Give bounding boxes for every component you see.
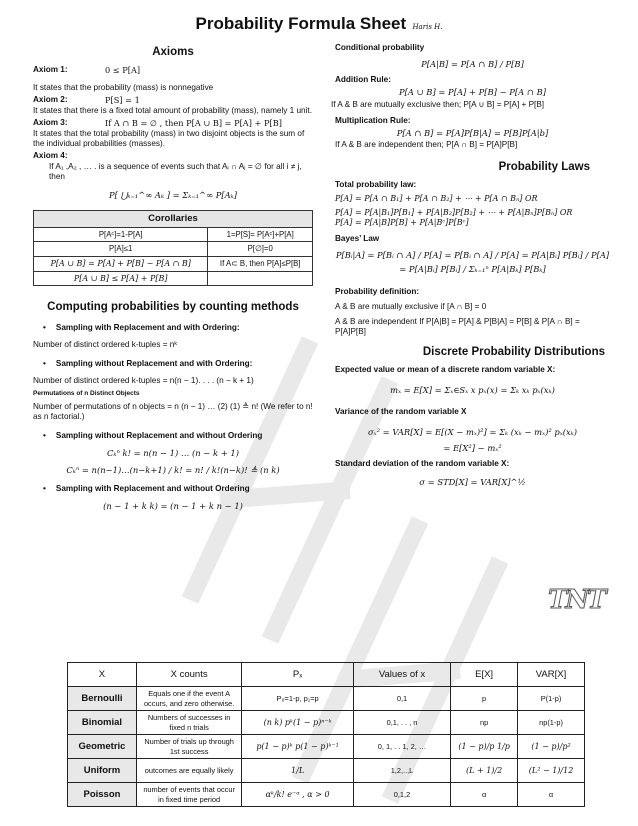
page-title: Probability Formula Sheet <box>195 14 407 33</box>
axiom-4-label: Axiom 4: <box>33 151 68 161</box>
dist-expected: (1 − p)/p 1/p <box>451 735 518 759</box>
table-row <box>68 735 585 759</box>
bayes-eq-2: = P[A|Bᵢ] P[Bᵢ] / Σₖ₌₁ⁿ P[A|Bₖ] P[Bₖ] <box>399 264 546 275</box>
axiom-2-text: It states that there is a fixed total amount of probability (mass), namely 1 unit. <box>33 106 312 116</box>
counting-text: Number of distinct ordered k-tuples = nᵏ <box>33 340 178 350</box>
page-header <box>0 14 638 35</box>
definition-text-2: A & B are independent If P[A|B] = P[A] & P[B|A] = P[B] & P[A ∩ B] = P[A]P[B] <box>335 316 580 336</box>
table-row <box>68 711 585 735</box>
axiom-1-formula: 0 ≤ P[A] <box>105 65 141 76</box>
definition-heading: Probability definition: <box>335 286 420 296</box>
bullet-icon: • <box>43 323 46 333</box>
dist-values: 0,1, . . , n <box>353 711 450 735</box>
total-law-eq-1: P[A] = P[A ∩ B₁] + P[A ∩ B₂] + ⋯ + P[A ∩ Bₙ] OR <box>335 193 538 203</box>
dist-counts: number of events that occur in fixed time period <box>136 783 241 807</box>
bullet-label: Sampling with Replacement and without Ordering <box>55 483 250 493</box>
variance-eq-1: σₓ² = VAR[X] = E[(X − mₓ)²] = Σₖ (xₖ − mₓ)² pₓ(xₖ) <box>367 426 578 437</box>
axiom-3-text: It states that the total probability (mass) in two disjoint objects is the sum of the individual probabilities (masses). <box>33 129 305 149</box>
discrete-heading: Discrete Probability Distributions <box>422 345 605 358</box>
dist-counts: Number of trials up through 1st success <box>136 735 241 759</box>
permutations-heading: Permutations of n Distinct Objects <box>33 390 140 398</box>
multiplication-text: If A & B are independent then; P[A ∩ B] = P[A]P[B] <box>335 139 518 149</box>
table-row <box>68 759 585 783</box>
column-header: X counts <box>136 663 241 687</box>
dist-counts: outcomes are equally likely <box>136 759 241 783</box>
dist-values: 0,1,2 <box>353 783 450 807</box>
bullet-icon: • <box>43 483 46 493</box>
corollaries-heading: Corollaries <box>34 211 313 228</box>
bayes-eq-1: P[Bᵢ|A] = P[Bᵢ ∩ A] / P[A] = P[Bᵢ ∩ A] / P[A] = P[A|Bᵢ] P[Bᵢ] / P[A] <box>335 250 610 261</box>
dist-expected: p <box>451 687 518 711</box>
multiplication-heading: Multiplication Rule: <box>335 115 411 125</box>
corollary-cell: P[A]≤1 <box>34 242 208 257</box>
table-row <box>34 256 313 271</box>
bullet-icon: • <box>43 431 46 441</box>
addition-text: If A & B are mutually exclusive then; P[A ∪ B] = P[A] + P[B] <box>331 99 545 109</box>
dist-variance: (1 − p)/p² <box>518 735 585 759</box>
multiplication-eq: P[A ∩ B] = P[A]P[B|A] = P[B]P[A|b] <box>396 127 549 138</box>
corollary-cell: 1=P[S]= P[Aᶜ]+P[A] <box>208 227 313 242</box>
dist-name: Uniform <box>68 759 137 783</box>
axiom-3 <box>33 118 313 128</box>
tnt-logo: TNT <box>548 585 605 615</box>
axiom-1-text: It states that the probability (mass) is nonnegative <box>33 83 214 93</box>
bullet-label: Sampling without Replacement and without Ordering <box>55 431 263 441</box>
table-row <box>68 783 585 807</box>
column-header: VAR[X] <box>518 663 585 687</box>
table-row <box>68 687 585 711</box>
table-row <box>34 242 313 257</box>
dist-expected: (L + 1)/2 <box>451 759 518 783</box>
dist-name: Binomial <box>68 711 137 735</box>
axiom-1-label: Axiom 1: <box>33 65 68 75</box>
counting-heading: Computing probabilities by counting methods <box>47 301 299 314</box>
expected-heading: Expected value or mean of a discrete random variable X: <box>335 364 556 374</box>
distribution-table <box>67 662 585 807</box>
variance-eq-2: = E[X²] − mₓ² <box>443 443 502 454</box>
expected-eq: mₓ = E[X] = Σₓ∈Sₓ x pₓ(x) = Σₖ xₖ pₓ(xₖ) <box>390 384 555 395</box>
dist-name: Bernoulli <box>68 687 137 711</box>
axiom-4-text: If A₁ ,A₂ , … . is a sequence of events such that Aᵢ ∩ Aⱼ = ∅ for all i ≠ j, then <box>49 162 302 182</box>
bullet-icon: • <box>43 359 46 369</box>
dist-px: αᵏ/k! e⁻ᵅ , α > 0 <box>242 783 354 807</box>
axioms-heading: Axioms <box>152 46 194 58</box>
std-eq: σ = STD[X] = VAR[X]^½ <box>419 477 526 488</box>
axiom-2 <box>33 95 313 105</box>
corollary-cell <box>208 271 313 286</box>
total-law-eq-2: P[A] = P[A|B₁]P[B₁] + P[A|B₂]P[B₂] + ⋯ + P[A|Bₙ]P[Bₙ] OR <box>335 207 573 217</box>
std-heading: Standard deviation of the random variable X: <box>335 459 510 469</box>
bullet-item <box>43 431 313 441</box>
left-column <box>33 42 313 517</box>
corollaries-table <box>33 210 313 286</box>
axiom-2-label: Axiom 2: <box>33 95 68 105</box>
dist-variance: np(1-p) <box>518 711 585 735</box>
addition-eq: P[A ∪ B] = P[A] + P[B] − P[A ∩ B] <box>399 87 546 98</box>
right-column <box>331 42 610 496</box>
column-header: X <box>68 663 137 687</box>
total-law-heading: Total probability law: <box>335 179 417 189</box>
dist-px: p(1 − p)ᵏ p(1 − p)ᵏ⁻¹ <box>242 735 354 759</box>
corollary-cell: P[∅]=0 <box>208 242 313 257</box>
dist-name: Geometric <box>68 735 137 759</box>
definition-text-1: A & B are mutually exclusive if [A ∩ B] = 0 <box>335 301 487 311</box>
axiom-3-label: Axiom 3: <box>33 118 68 128</box>
dist-variance: (L² − 1)/12 <box>518 759 585 783</box>
axiom-3-formula: If A ∩ B = ∅ , then P[A ∪ B] = P[A] + P[B] <box>105 118 282 129</box>
conditional-heading: Conditional probability <box>335 43 425 52</box>
column-header: E[X] <box>451 663 518 687</box>
column-header: Values of x <box>353 663 450 687</box>
axiom-2-formula: P[S] = 1 <box>105 95 140 106</box>
dist-values: 1,2,..,L <box>353 759 450 783</box>
corollary-cell: P[A ∪ B] = P[A] + P[B] − P[A ∩ B] <box>34 256 208 271</box>
dist-expected: α <box>451 783 518 807</box>
bullet-item <box>43 323 313 333</box>
combination-eq-2: Cₖⁿ = n(n−1)…(n−k+1) / k! = n! / k!(n−k)! ≜ (n k) <box>66 464 280 475</box>
dist-counts: Numbers of successes in fixed n trials <box>136 711 241 735</box>
dist-px: P₀=1-p, p₁=p <box>242 687 354 711</box>
laws-heading: Probability Laws <box>498 160 590 173</box>
axiom-4-formula: P[ ⋃ₖ₌₁^∞ Aₖ ] = Σₖ₌₁^∞ P[Aₖ] <box>109 190 237 201</box>
total-law-eq-3: P[A] = P[A|B]P[B] + P[A|Bᶜ]P[Bᶜ] <box>335 218 469 228</box>
axiom-1 <box>33 65 313 75</box>
dist-name: Poisson <box>68 783 137 807</box>
table-row <box>34 271 313 286</box>
table-header-row <box>68 663 585 687</box>
corollary-cell: P[Aᶜ]=1-P[A] <box>34 227 208 242</box>
bayes-heading: Bayes’ Law <box>335 234 380 244</box>
dist-expected: np <box>451 711 518 735</box>
column-header: Pₓ <box>242 663 354 687</box>
author-name: Haris H. <box>412 23 443 31</box>
dist-values: 0, 1, . . 1, 2, … <box>353 735 450 759</box>
addition-heading: Addition Rule: <box>335 75 391 85</box>
dist-px: 1/L <box>242 759 354 783</box>
variance-heading: Variance of the random variable X <box>335 406 467 416</box>
axiom-4 <box>33 151 313 161</box>
dist-values: 0,1 <box>353 687 450 711</box>
counting-text: Number of distinct ordered k-tuples = n(n − 1). . . . (n − k + 1) <box>33 376 254 386</box>
table-row <box>34 227 313 242</box>
multiset-eq: (n − 1 + k k) = (n − 1 + k n − 1) <box>103 500 243 511</box>
dist-variance: α <box>518 783 585 807</box>
corollary-cell: P[A ∪ B] ≤ P[A] + P[B] <box>34 271 208 286</box>
permutations-text: Number of permutations of n objects = n (n − 1) … (2) (1) ≜ n! (We refer to n! as n factorial.) <box>33 402 313 422</box>
conditional-eq: P[A|B] = P[A ∩ B] / P[B] <box>421 59 524 69</box>
bullet-item <box>43 484 313 494</box>
bullet-label: Sampling with Replacement and with Ordering: <box>55 323 240 333</box>
dist-px: (n k) pᵏ(1 − p)ⁿ⁻ᵏ <box>242 711 354 735</box>
dist-variance: P(1-p) <box>518 687 585 711</box>
dist-counts: Equals one if the event A occurs, and zero otherwise. <box>136 687 241 711</box>
bullet-label: Sampling without Replacement and with Ordering: <box>55 359 253 369</box>
bullet-item <box>43 359 313 369</box>
combination-eq-1: Cₖⁿ k! = n(n − 1) … (n − k + 1) <box>106 448 239 459</box>
corollary-cell: If A⊂ B, then P[A]≤P[B] <box>208 256 313 271</box>
